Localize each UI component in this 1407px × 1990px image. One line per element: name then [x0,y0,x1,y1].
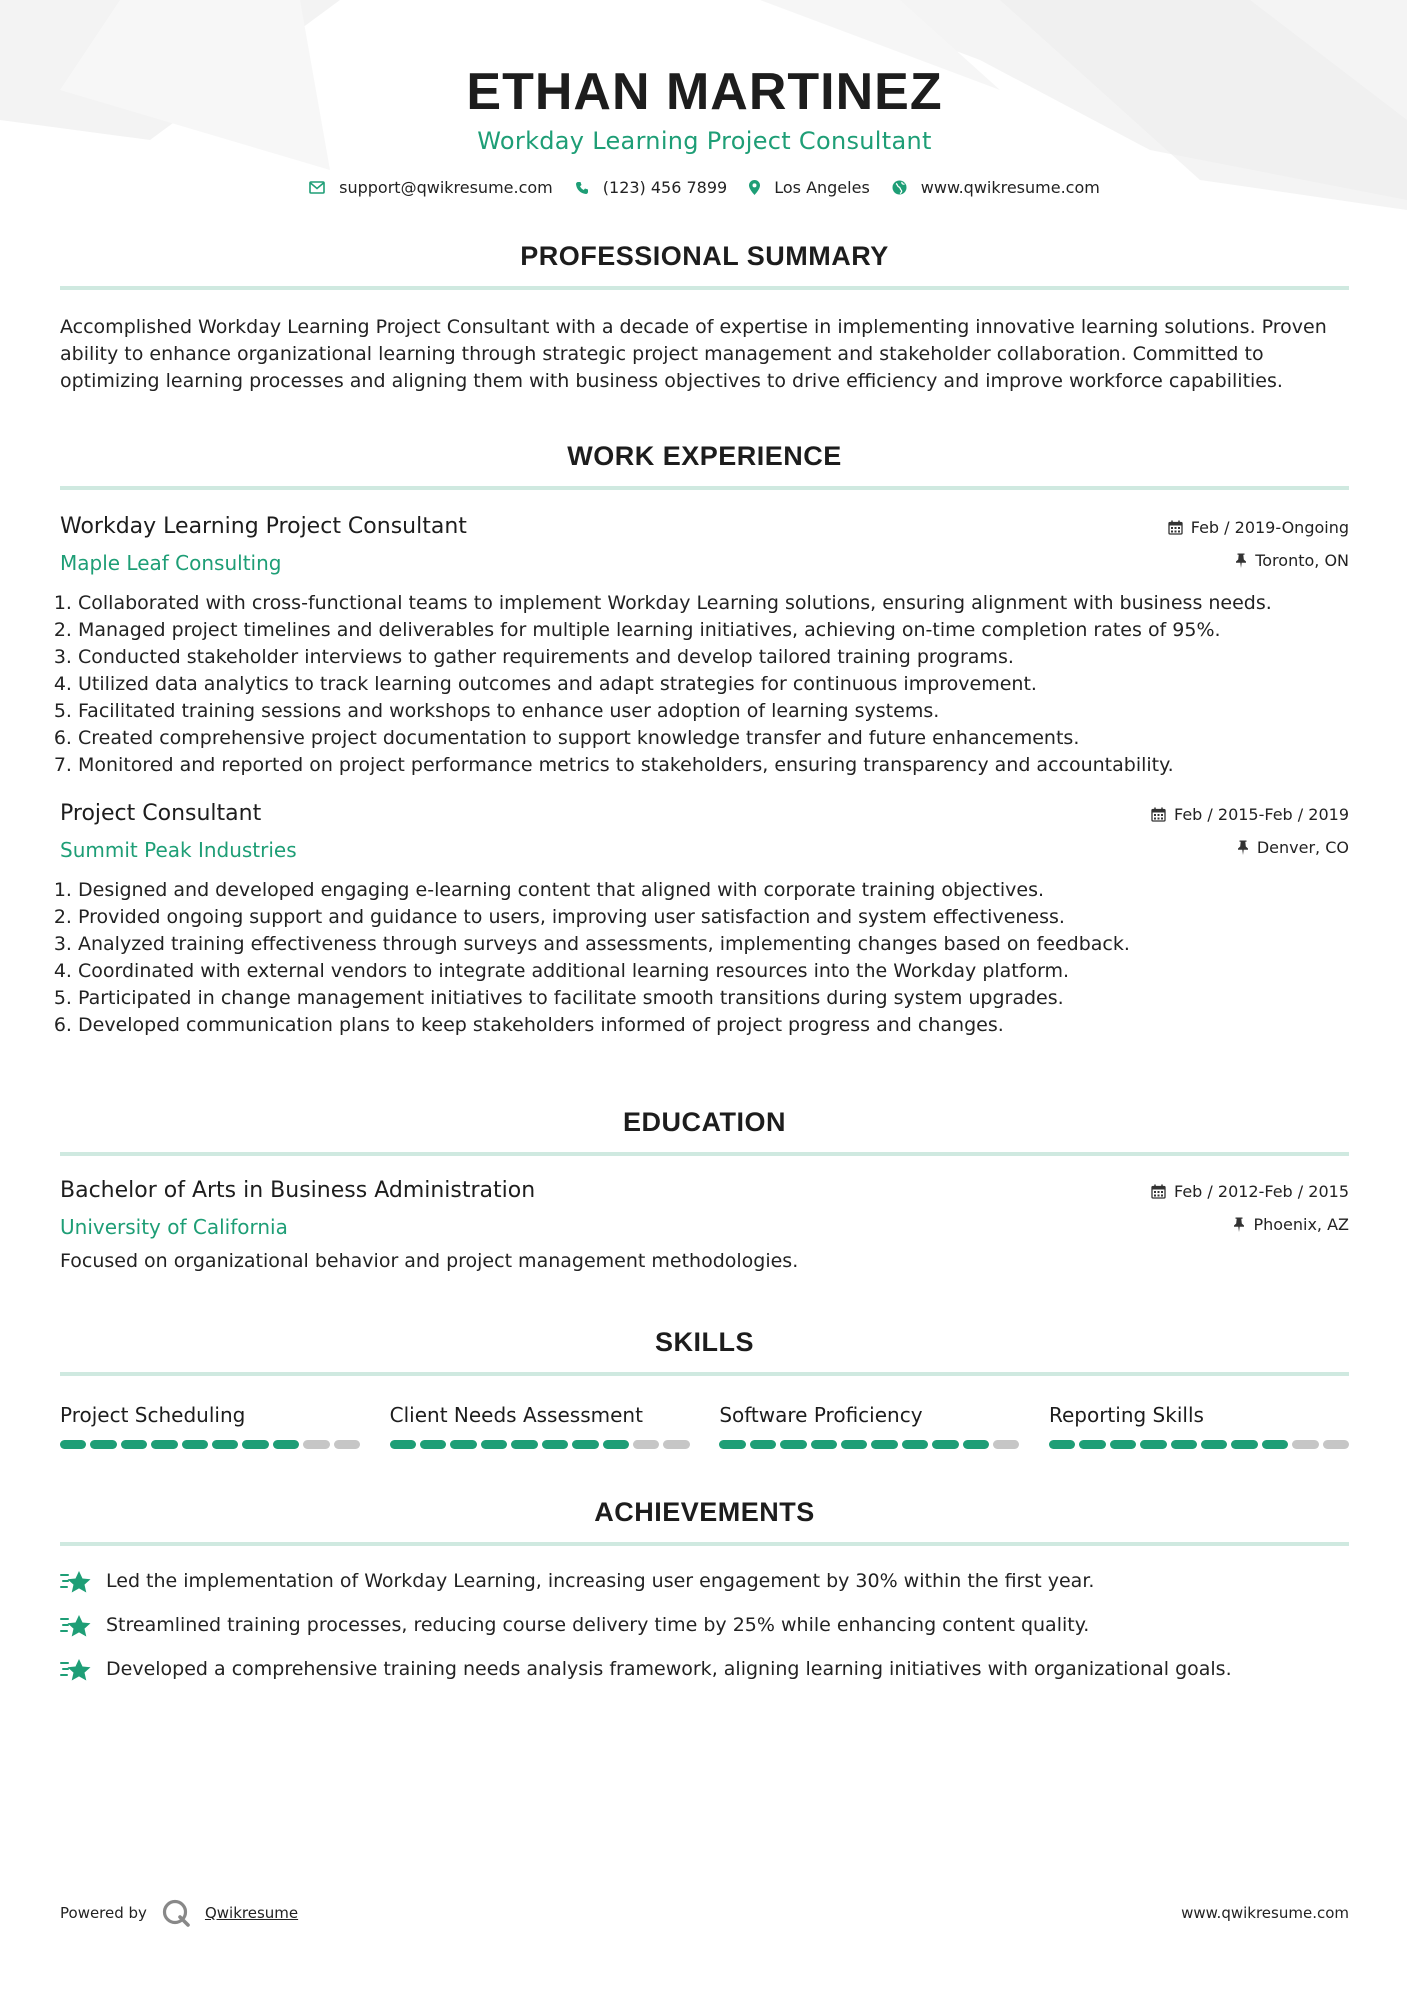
footer-website[interactable]: www.qwikresume.com [1181,1904,1349,1922]
achievement-item [60,1656,1349,1683]
pushpin-icon [1233,1217,1245,1232]
achievement-text: Developed a comprehensive training needs analysis framework, aligning learning initiatives with organizational goals. [106,1658,1232,1680]
skill-level-segment [811,1440,837,1449]
skills-section [60,1327,1349,1449]
skill-name: Reporting Skills [1048,1403,1204,1427]
job-bullet: 6. Developed communication plans to keep stakeholders informed of project progress and changes. [78,1012,1349,1039]
skill-level-segment [511,1440,537,1449]
job-location-text: Toronto, ON [1255,550,1349,570]
job-company: Summit Peak Industries [60,838,297,862]
education-description: Focused on organizational behavior and project management methodologies. [60,1250,799,1272]
skill-level-segment [481,1440,507,1449]
experience-section [60,441,1349,1039]
job-bullet: 4. Utilized data analytics to track learning outcomes and adapt strategies for continuous improvement. [78,671,1349,698]
skill-level-segment [151,1440,177,1449]
job-bullet: 1. Designed and developed engaging e-learning content that aligned with corporate training objectives. [78,877,1349,904]
resume-header [60,0,1349,197]
school-name: University of California [60,1215,288,1239]
skill-level-segment [633,1440,659,1449]
job-location [1235,551,1349,570]
contact-website[interactable] [892,178,1100,197]
experience-heading: WORK EXPERIENCE [60,441,1349,490]
skill-level-segment [303,1440,329,1449]
job-bullet: 3. Analyzed training effectiveness through surveys and assessments, implementing changes based on feedback. [78,931,1349,958]
map-pin-icon [749,180,760,195]
job-bullet: 2. Provided ongoing support and guidance to users, improving user satisfaction and system effectiveness. [78,904,1349,931]
job-title: Project Consultant [60,801,262,826]
achievements-section [60,1497,1349,1683]
skill-level-segment [542,1440,568,1449]
job-bullet: 1. Collaborated with cross-functional teams to implement Workday Learning solutions, ensuring alignment with business needs. [78,590,1349,617]
powered-by [60,1898,298,1928]
job-bullet: 3. Conducted stakeholder interviews to gather requirements and develop tailored training programs. [78,644,1349,671]
summary-heading: PROFESSIONAL SUMMARY [60,241,1349,290]
skill-level-segment [450,1440,476,1449]
skill-item [1049,1402,1349,1449]
skill-level-segment [212,1440,238,1449]
job-bullet: 2. Managed project timelines and deliverables for multiple learning initiatives, achieving on-time completion rates of 95%. [78,617,1349,644]
job-bullet: 4. Coordinated with external vendors to integrate additional learning resources into the Workday platform. [78,958,1349,985]
education-heading: EDUCATION [60,1107,1349,1156]
job-date [1168,518,1349,537]
achievements-list [60,1568,1349,1683]
candidate-role: Workday Learning Project Consultant [477,127,932,155]
skill-level-bar [1049,1440,1349,1449]
education-entry [60,1176,1349,1275]
degree-title: Bachelor of Arts in Business Administration [60,1178,536,1203]
calendar-icon [1151,1184,1166,1199]
skill-item [390,1402,690,1449]
skill-level-segment [1049,1440,1075,1449]
skill-level-segment [963,1440,989,1449]
skill-level-segment [902,1440,928,1449]
skill-level-bar [719,1440,1019,1449]
page-footer [60,1898,1349,1928]
skill-level-segment [871,1440,897,1449]
contact-phone[interactable] [575,178,727,197]
job-date-text: Feb / 2015-Feb / 2019 [1174,804,1349,824]
skill-level-segment [719,1440,745,1449]
skill-level-segment [90,1440,116,1449]
skill-level-segment [60,1440,86,1449]
achievement-text: Streamlined training processes, reducing course delivery time by 25% while enhancing content quality. [106,1614,1090,1636]
contact-phone-text: (123) 456 7899 [602,178,728,197]
skill-level-segment [273,1440,299,1449]
qwikresume-link[interactable]: Qwikresume [204,1904,299,1922]
skill-level-bar [390,1440,690,1449]
education-date [1151,1182,1349,1201]
achievement-item [60,1568,1349,1595]
skills-list [60,1402,1349,1449]
education-date-text: Feb / 2012-Feb / 2015 [1174,1181,1349,1201]
skill-level-segment [1262,1440,1288,1449]
skill-name: Client Needs Assessment [389,1403,643,1427]
education-location-text: Phoenix, AZ [1253,1214,1349,1234]
skill-name: Software Proficiency [719,1403,923,1427]
job-bullet: 7. Monitored and reported on project performance metrics to stakeholders, ensuring transparency and accountability. [78,752,1349,779]
contact-email-text: support@qwikresume.com [339,178,553,197]
skill-level-segment [663,1440,689,1449]
skill-level-segment [1171,1440,1197,1449]
skill-level-segment [1110,1440,1136,1449]
skill-level-segment [572,1440,598,1449]
candidate-name: ETHAN MARTINEZ [466,63,943,121]
pushpin-icon [1237,840,1249,855]
skill-level-segment [182,1440,208,1449]
education-location [1233,1215,1349,1234]
skill-level-segment [750,1440,776,1449]
skill-level-segment [390,1440,416,1449]
skill-level-segment [1323,1440,1349,1449]
skill-level-bar [60,1440,360,1449]
skill-level-segment [1292,1440,1318,1449]
job-bullet: 5. Facilitated training sessions and workshops to enhance user adoption of learning systems. [78,698,1349,725]
envelope-icon [309,181,325,194]
skill-item [60,1402,360,1449]
job-entry [60,799,1349,1039]
skill-level-segment [780,1440,806,1449]
achievements-heading: ACHIEVEMENTS [60,1497,1349,1546]
skill-level-segment [420,1440,446,1449]
summary-section [60,241,1349,395]
job-location [1237,838,1349,857]
job-location-text: Denver, CO [1256,837,1349,857]
skill-level-segment [932,1440,958,1449]
contact-email[interactable] [309,178,553,197]
qwikresume-logo-icon [161,1898,191,1928]
calendar-icon [1151,807,1166,822]
job-bullets [60,590,1349,779]
skill-level-segment [1201,1440,1227,1449]
job-company: Maple Leaf Consulting [60,551,282,575]
contact-location-text: Los Angeles [774,178,870,197]
job-bullet: 6. Created comprehensive project documentation to support knowledge transfer and future enhancements. [78,725,1349,752]
skill-level-segment [242,1440,268,1449]
job-date-text: Feb / 2019-Ongoing [1190,517,1349,537]
skill-level-segment [841,1440,867,1449]
skill-level-segment [1079,1440,1105,1449]
skill-level-segment [993,1440,1019,1449]
contact-location [749,178,870,197]
skill-level-segment [121,1440,147,1449]
calendar-icon [1168,520,1183,535]
pushpin-icon [1235,553,1247,568]
globe-icon [892,180,907,195]
summary-text: Accomplished Workday Learning Project Consultant with a decade of expertise in implementing innovative learning solutions. Proven ability to enhance organizational learning through strategic project management and stakeholder collaboration. Committed to optimizing learning processes and aligning them with business objectives to drive efficiency and improve workforce capabilities. [60,316,1327,392]
contact-bar [60,178,1349,197]
star-icon [60,1613,92,1639]
job-title: Workday Learning Project Consultant [60,514,467,539]
skill-level-segment [334,1440,360,1449]
achievement-text: Led the implementation of Workday Learning, increasing user engagement by 30% within the first year. [106,1570,1095,1592]
skill-level-segment [1231,1440,1257,1449]
phone-icon [575,181,589,195]
job-date [1151,805,1349,824]
job-entry [60,512,1349,779]
skill-item [719,1402,1019,1449]
education-section [60,1107,1349,1275]
job-bullets [60,877,1349,1039]
star-icon [60,1569,92,1595]
skills-heading: SKILLS [60,1327,1349,1376]
contact-website-text: www.qwikresume.com [920,178,1100,197]
skill-level-segment [1140,1440,1166,1449]
job-bullet: 5. Participated in change management initiatives to facilitate smooth transitions during system upgrades. [78,985,1349,1012]
achievement-item [60,1612,1349,1639]
skill-level-segment [603,1440,629,1449]
skill-name: Project Scheduling [60,1403,246,1427]
resume-page [60,0,1349,1700]
powered-by-label: Powered by [60,1904,147,1922]
star-icon [60,1657,92,1683]
